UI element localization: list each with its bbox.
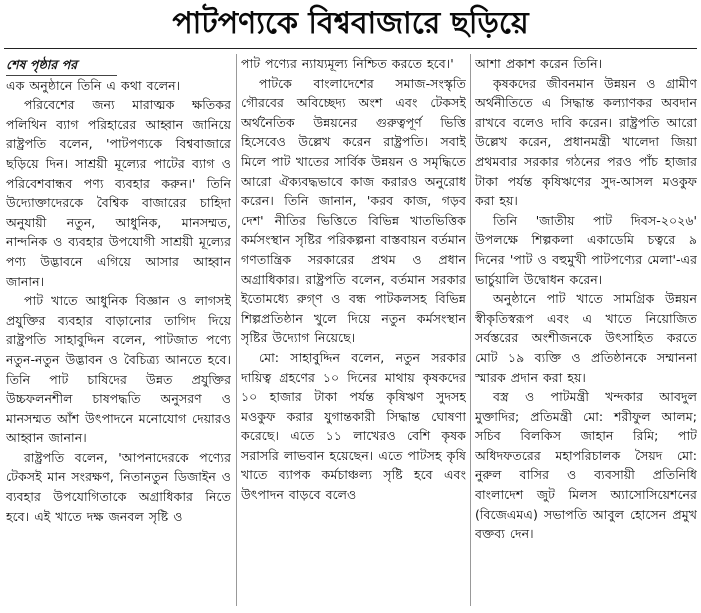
article-column-1 — [6, 54, 231, 610]
article-paragraph: এক অনুষ্ঠানে তিনি এ কথা বলেন। — [6, 77, 181, 93]
article-paragraph: আশা প্রকাশ করেন তিনি। — [475, 56, 603, 71]
article-paragraph: পরিবেশের জন্য মারাত্মক ক্ষতিকর পলিথিন ব্যাগ পরিহারের আহ্বান জানিয়ে রাষ্ট্রপতি বলেন, 'পাটপণ্যকে বিশ্ববাজারে ছড়িয়ে দিন। সাশ্রয়ী মূল্যের পাটের ব্যাগ ও পরিবেশবান্ধব পণ্য ব্যবহার করুন।' তিনি উদ্যোক্তাদেরকে বৈশ্বিক বাজারের চাহিদা অনুযায়ী নতুন, আধুনিক, মানসম্মত, নান্দনিক ও ব্যবহার উপযোগী সাশ্রয়ী মূল্যের পণ্য উদ্ভাবনে এগিয়ে আসার আহ্বান জানান। — [6, 97, 231, 289]
article-paragraph: অনুষ্ঠানে পাট খাতে সামগ্রিক উন্নয়ন স্বীকৃতিস্বরূপ এবং এ খাতে নিয়োজিত সর্বস্তরের অংশীজনকে উৎসাহিত করতে মোট ১৯ ব্যক্তি ও প্রতিষ্ঠানকে সম্মাননা স্মারক প্রদান করা হয়। — [475, 291, 697, 385]
article-paragraph: কৃষকদের জীবনমান উন্নয়ন ও গ্রামীণ অর্থনীতিতে এ সিদ্ধান্ত কল্যাণকর অবদান রাখবে বলেও দাবি করেন। রাষ্ট্রপতি আরো উল্লেখ করেন, প্রধানমন্ত্রী খালেদা জিয়া প্রথমবার সরকার গঠনের পরও পাঁচ হাজার টাকা পর্যন্ত কৃষিঋণের সুদ-আসল মওকুফ করা হয়। — [475, 75, 697, 209]
column-divider — [470, 54, 471, 606]
headline-divider — [4, 48, 697, 49]
continued-from-kicker: শেষ পৃষ্ঠার পর — [6, 55, 117, 76]
article-paragraph: তিনি 'জাতীয় পাট দিবস-২০২৬' উপলক্ষে শিল্পকলা একাডেমি চত্বরে ৯ দিনের 'পাট ও বহুমুখী পাটপণ্যের মেলা'-এর ভার্চুয়ালি উদ্বোধন করেন। — [475, 212, 697, 287]
article-column-2 — [241, 54, 466, 610]
article-paragraph: পাট খাতে আধুনিক বিজ্ঞান ও লাগসই প্রযুক্তির ব্যবহার বাড়ানোর তাগিদ দিয়ে রাষ্ট্রপতি সাহাবুদ্দিন বলেন, পাটজাত পণ্যে নতুন-নতুন উদ্ভাবন ও বৈচিত্র্য আনতে হবে। তিনি পাট চাষিদের উন্নত প্রযুক্তির উচ্চফলনশীল চাষপদ্ধতি অনুসরণ ও মানসম্মত আঁশ উৎপাদনে মনোযোগ দেয়ারও আহ্বান জানান। — [6, 293, 231, 446]
article-paragraph: পাটকে বাংলাদেশের সমাজ-সংস্কৃতি গৌরবের অবিচ্ছেদ্য অংশ এবং টেকসই অর্থনৈতিক উন্নয়নের গুরুত্বপূর্ণ ভিত্তি হিসেবেও উল্লেখ করেন রাষ্ট্রপতি। সবাই মিলে পাট খাতের সার্বিক উন্নয়ন ও সমৃদ্ধিতে আরো ঐক্যবদ্ধভাবে কাজ করারও অনুরোধ করেন। তিনি জানান, 'করব কাজ, গড়ব দেশ' নীতির ভিত্তিতে বিভিন্ন খাতভিত্তিক কর্মসংস্থান সৃষ্টির পরিকল্পনা বাস্তবায়ন বর্তমান গণতান্ত্রিক সরকারের প্রথম ও প্রধান অগ্রাধিকার। রাষ্ট্রপতি বলেন, বর্তমান সরকার ইতোমধ্যে রুগ্ণ ও বন্ধ পাটকলসহ বিভিন্ন শিল্পপ্রতিষ্ঠান খুলে দিয়ে নতুন কর্মসংস্থান সৃষ্টির উদ্যোগ নিয়েছে। — [241, 75, 466, 346]
article-paragraph: মো: সাহাবুদ্দিন বলেন, নতুন সরকার দায়িত্ব গ্রহণের ১০ দিনের মাথায় কৃষকদের ১০ হাজার টাকা পর্যন্ত কৃষিঋণ সুদসহ মওকুফ করার যুগান্তকারী সিদ্ধান্ত ঘোষণা করেছে। এতে ১১ লাখেরও বেশি কৃষক সরাসরি লাভবান হয়েছেন। এতে পাটসহ কৃষি খাতে ব্যাপক কর্মচাঞ্চল্য সৃষ্টি হবে এবং উৎপাদন বাড়বে বলেও — [241, 349, 466, 503]
column-divider — [236, 54, 237, 606]
article-headline: পাটপণ্যকে বিশ্ববাজারে ছড়িয়ে — [172, 6, 529, 41]
article-column-3 — [475, 54, 697, 610]
article-paragraph: বস্ত্র ও পাটমন্ত্রী খন্দকার আবদুল মুক্তাদির; প্রতিমন্ত্রী মো: শরীফুল আলম; সচিব বিলকিস জাহান রিমি; পাট অধিদফতরের মহাপরিচালক সৈয়দ মো: নুরুল বাসির ও ব্যবসায়ী প্রতিনিধি বাংলাদেশ জুট মিলস অ্যাসোসিয়েশনের (বিজেএমএ) সভাপতি আবুল হোসেন প্রমুখ বক্তব্য দেন। — [475, 389, 697, 542]
article-paragraph: রাষ্ট্রপতি বলেন, 'আপনাদেরকে পণ্যের টেকসই মান সংরক্ষণ, নিতানতুন ডিজাইন ও ব্যবহার উপযোগিতাকে অগ্রাধিকার নিতে হবে। এই খাতে দক্ষ জনবল সৃষ্টি ও — [6, 449, 231, 524]
article-paragraph: পাট পণ্যের ন্যায্যমূল্য নিশ্চিত করতে হবে।' — [241, 56, 454, 71]
